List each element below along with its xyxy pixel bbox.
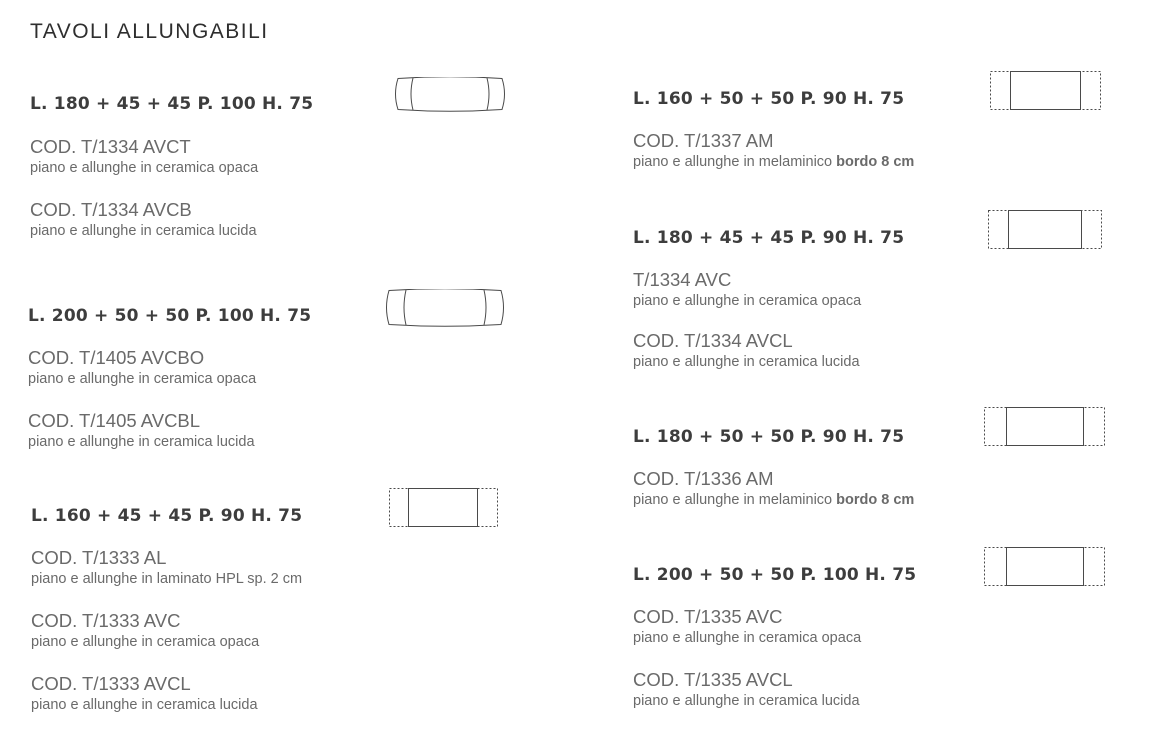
product-group <box>30 94 313 241</box>
rectangular-table-icon <box>984 407 1106 447</box>
dimensions-label: L. 180 + 45 + 45 P. 100 H. 75 <box>30 94 314 114</box>
page-title: TAVOLI ALLUNGABILI <box>30 20 269 43</box>
product-group <box>633 89 914 172</box>
product-description: piano e allunghe in ceramica opaca <box>633 630 862 646</box>
product-group <box>633 427 914 510</box>
barrel-table-icon <box>384 289 508 327</box>
product-description: piano e allunghe in melaminico bordo 8 cm <box>633 154 915 170</box>
product-description: piano e allunghe in ceramica lucida <box>31 697 258 713</box>
rectangular-table-icon <box>984 547 1106 587</box>
product-code: COD. T/1333 AL <box>31 547 167 568</box>
product-description: piano e allunghe in ceramica lucida <box>633 693 860 709</box>
dimensions-label: L. 160 + 45 + 45 P. 90 H. 75 <box>31 506 303 526</box>
product-code: COD. T/1334 AVCT <box>30 136 191 157</box>
product-code: COD. T/1333 AVC <box>31 610 181 631</box>
product-code: COD. T/1405 AVCBO <box>28 347 205 368</box>
dimensions-label: L. 160 + 50 + 50 P. 90 H. 75 <box>633 89 905 109</box>
product-code: COD. T/1336 AM <box>633 468 774 489</box>
dimensions-label: L. 180 + 50 + 50 P. 90 H. 75 <box>633 427 905 447</box>
product-code: T/1334 AVC <box>633 269 732 290</box>
product-description: piano e allunghe in ceramica opaca <box>633 293 862 309</box>
product-description: piano e allunghe in ceramica lucida <box>28 434 255 450</box>
rectangular-table-icon <box>988 210 1103 250</box>
edge-spec: bordo 8 cm <box>836 154 915 170</box>
edge-spec: bordo 8 cm <box>836 492 915 508</box>
product-code: COD. T/1335 AVC <box>633 606 783 627</box>
product-code: COD. T/1335 AVCL <box>633 669 793 690</box>
product-code: COD. T/1334 AVCL <box>633 330 793 351</box>
product-group <box>633 565 916 711</box>
product-description: piano e allunghe in ceramica opaca <box>30 160 259 176</box>
product-description: piano e allunghe in melaminico bordo 8 cm <box>633 492 915 508</box>
dimensions-label: L. 180 + 45 + 45 P. 90 H. 75 <box>633 228 905 248</box>
product-group <box>633 228 904 372</box>
product-code: COD. T/1337 AM <box>633 130 774 151</box>
product-description: piano e allunghe in ceramica lucida <box>633 354 860 370</box>
product-description: piano e allunghe in ceramica opaca <box>31 634 260 650</box>
product-group <box>28 306 311 452</box>
rectangular-table-icon <box>990 71 1102 111</box>
rectangular-table-icon <box>389 488 498 528</box>
product-code: COD. T/1405 AVCBL <box>28 410 201 431</box>
dimensions-label: L. 200 + 50 + 50 P. 100 H. 75 <box>633 565 917 585</box>
product-description: piano e allunghe in ceramica lucida <box>30 223 257 239</box>
dimensions-label: L. 200 + 50 + 50 P. 100 H. 75 <box>28 306 312 326</box>
product-description: piano e allunghe in ceramica opaca <box>28 371 257 387</box>
product-code: COD. T/1333 AVCL <box>31 673 191 694</box>
product-group <box>31 506 302 715</box>
product-code: COD. T/1334 AVCB <box>30 199 192 220</box>
product-description: piano e allunghe in laminato HPL sp. 2 cm <box>31 571 303 587</box>
barrel-table-icon <box>393 77 509 112</box>
